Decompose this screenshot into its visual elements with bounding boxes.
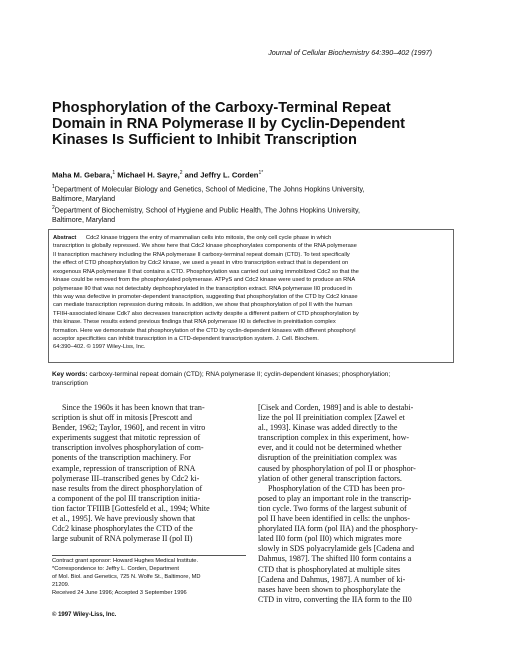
keywords <box>52 371 452 388</box>
body-line: et al., 1995]. We have previously shown that <box>52 514 196 524</box>
footnote-line: 21209. <box>52 581 70 588</box>
abstract-line: transcription is globally repressed. We show here that Cdc2 kinase phosphorylates components of the RNA polymerase <box>53 243 357 250</box>
keywords-label: Key words: <box>52 371 88 378</box>
affiliation <box>52 204 392 225</box>
body-line: lize the pol II preinitiation complex [Zawel et <box>258 413 405 423</box>
abstract-line: formation. Here we demonstrate that phosphorylation of the CTD by cyclin-dependent kinases with different phosphoryl <box>53 327 356 334</box>
keywords-line <box>52 371 452 380</box>
body-line: experiments suggest that mitotic repression of <box>52 433 201 443</box>
author-name: Michael H. Sayre, <box>115 170 180 180</box>
body-line: caused by phosphorylation of pol II or phosphor- <box>258 463 416 473</box>
abstract-line: kinase could be removed from the phosphorylated polymerase. ATPγS and Cdc2 kinase were used to produce an RNA <box>53 277 356 284</box>
author-affil-mark: 2 <box>179 170 183 176</box>
affiliation-mark: 2 <box>52 205 55 212</box>
footnote-divider <box>52 555 246 556</box>
body-line: transcription involves phosphorylation of com- <box>52 443 204 453</box>
footnote-line: of Mol. Biol. and Genetics, 725 N. Wolfe St., Baltimore, MD <box>52 573 201 580</box>
body-line: al., 1993]. Kinase was added directly to the <box>258 423 398 433</box>
footnote-line: Contract grant sponsor: Howard Hughes Medical Institute. <box>52 558 199 564</box>
affiliations <box>52 183 392 225</box>
body-line: tion cycle. Two forms of the largest subunit of <box>258 503 407 513</box>
body-line: CTD in vitro, converting the IIA form to the II0 <box>258 594 412 604</box>
body-line: phorylated IIA form (pol IIA) and the phosphory- <box>258 524 418 534</box>
body-line: slowly in SDS polyacrylamide gels [Cadena and <box>258 544 414 554</box>
title-line: Kinases Is Sufficient to Inhibit Transcription <box>52 132 357 148</box>
body-line: example, repression of transcription of RNA <box>52 463 196 473</box>
body-line: CTD that is phosphorylated at multiple sites <box>258 564 401 574</box>
body-line: large subunit of RNA polymerase II (pol II) <box>52 534 193 544</box>
body-line: transcription complex in this experiment, how- <box>258 433 410 443</box>
abstract-line: polymerase II0 that was not detectably dephosphorylated in the transcription extract. RNA polymerase II0 produced in <box>53 285 352 292</box>
author-list <box>52 170 263 180</box>
author-affil-mark: 1 <box>112 170 116 176</box>
affiliation-text: Department of Molecular Biology and Genetics, School of Medicine, The Johns Hopkins University, Baltimore, Maryland <box>52 185 365 203</box>
abstract-line: 64:390–402. © 1997 Wiley-Liss, Inc. <box>53 344 146 351</box>
body-line: Bender, 1962; Taylor, 1960], and recent in vitro <box>52 423 206 433</box>
abstract-label: Abstract <box>53 235 77 241</box>
abstract-line: acceptor specificities can inhibit transcription in a CTD-dependent transcription system. J. Cell. Biochem. <box>53 336 319 343</box>
abstract-line: TFIIH-associated kinase Cdk7 also decreases transcription activity despite a different pattern of CTD phosphorylation by <box>53 310 359 317</box>
body-line: disruption of the preinitiation complex was <box>258 453 397 463</box>
body-line: nases have been shown to phosphorylate the <box>258 584 401 594</box>
title-line: Phosphorylation of the Carboxy-Terminal Repeat <box>52 100 391 116</box>
copyright-notice: © 1997 Wiley-Liss, Inc. <box>52 612 117 618</box>
abstract-line: can mediate transcription repression during mitosis. In addition, we show that phosphorylation of pol II with the human <box>53 302 353 309</box>
body-line: Dahmus, 1987]. The shifted II0 form contains a <box>258 554 412 564</box>
title-line: Domain in RNA Polymerase II by Cyclin-Dependent <box>52 116 406 132</box>
journal-header: Journal of Cellular Biochemistry 64:390–402 (1997) <box>268 48 432 57</box>
body-line: [Cisek and Corden, 1989] and is able to destabi- <box>258 403 414 412</box>
abstract-line: the effect of CTD phosphorylation by Cdc2 kinase, we used a yeast in vitro transcription extract that is dependent on <box>53 260 349 267</box>
affiliation <box>52 183 392 204</box>
body-line: Phosphorylation of the CTD has been pro- <box>258 483 405 493</box>
body-line: tion factor TFIIIB [Gottesfeld et al., 1994; White <box>52 503 210 513</box>
body-line: [Cadena and Dahmus, 1987]. A number of ki- <box>258 574 406 584</box>
body-line: ponents of the transcription machinery. For <box>52 453 191 463</box>
author-affil-mark: 1* <box>258 170 264 176</box>
body-line: Cdc2 kinase phosphorylates the CTD of the <box>52 524 193 534</box>
body-column-right <box>258 403 452 605</box>
footnote-line: Received 24 June 1996; Accepted 3 September 1996 <box>52 589 187 596</box>
body-line: Since the 1960s it has been known that tran- <box>52 403 205 412</box>
keywords-text: carboxy-terminal repeat domain (CTD); RNA polymerase II; cyclin-dependent kinases; phosphorylation; <box>87 371 391 378</box>
author-name: and Jeffry L. Corden <box>182 170 259 180</box>
body-line: a component of the pol III transcription initia- <box>52 493 201 503</box>
abstract <box>53 234 449 352</box>
abstract-line: this way was defective in promoter-dependent transcription, suggesting that phosphorylation of the CTD by Cdc2 kinase <box>53 293 358 300</box>
abstract-line: II transcription machinery including the RNA polymerase II carboxy-terminal repeat domain (CTD). To test specifically <box>53 251 350 258</box>
body-line: ylation of other general transcription factors. <box>258 473 402 483</box>
body-line: scription is shut off in mitosis [Prescott and <box>52 413 192 423</box>
author-name: Maha M. Gebara, <box>52 170 113 180</box>
body-column-left <box>52 403 246 544</box>
abstract-line: this kinase. These results extend previous findings that RNA polymerase II0 is defective in preinitiation complex <box>53 319 336 326</box>
footnote-line: *Correspondence to: Jeffry L. Corden, Department <box>52 565 179 572</box>
body-line: posed to play an important role in the transcrip- <box>258 493 412 503</box>
affiliation-text: Department of Biochemistry, School of Hygiene and Public Health, The Johns Hopkins University, Baltimore, Maryland <box>52 206 360 224</box>
body-line: polymerase III–transcribed genes by Cdc2 ki- <box>52 473 200 483</box>
abstract-line <box>53 234 449 242</box>
body-line: nase results from the direct phosphorylation of <box>52 483 203 493</box>
body-line: lated II0 form (pol II0) which migrates more <box>258 534 402 544</box>
abstract-line: exogenous RNA polymerase II that contains a CTD. Phosphorylation was carried out using immobilized Cdc2 so that the <box>53 268 359 275</box>
article-title <box>52 100 452 148</box>
footnotes <box>52 558 246 598</box>
abstract-text: Cdc2 kinase triggers the entry of mammalian cells into mitosis, the only cell cycle phase in which <box>85 235 332 241</box>
body-line: pol II have been identified in cells: the unphos- <box>258 514 410 524</box>
keywords-line: transcription <box>52 379 88 387</box>
affiliation-mark: 1 <box>52 184 55 190</box>
body-line: ever, and it could not be determined whether <box>258 443 402 453</box>
